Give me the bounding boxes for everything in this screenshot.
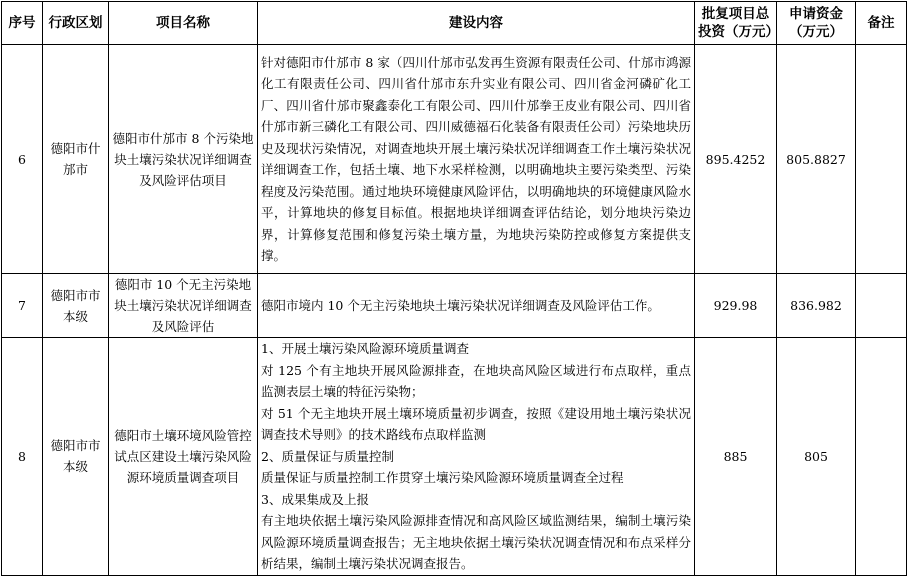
- content-line: 有主地块依据土壤污染风险源排查情况和高风险区域监测结果，编制土壤污染风险源环境质量调查报告；无主地块依据土壤污染状况调查情况和布点采样分析结果，编制土壤污染状况调查报告。: [261, 513, 691, 571]
- cell-region: 德阳市市本级: [43, 274, 109, 338]
- table-row: [2, 338, 907, 576]
- cell-funding: 836.982: [777, 274, 856, 338]
- cell-content: [258, 45, 695, 274]
- header-project: 项目名称: [109, 2, 258, 45]
- content-line: 针对德阳市什邡市 8 家（四川什邡市弘发再生资源有限责任公司、什邡市鸿源化工有限责任公司、四川省什邡市东升实业有限公司、四川省金河磷矿化工厂、四川省什邡市聚鑫泰化工有限公司、四川什邡拳王皮业有限公司、四川省什邡市新三磷化工有限公司、四川威德福石化装备有限责任公司）污染地块历史及现状污染情况，对调查地块开展土壤污染状况详细调查工作土壤污染状况详细调查工作，包括土壤、地下水采样检测，以明确地块主要污染类型、污染程度及污染范围。通过地块环境健康风险评估，以明确地块的环境健康风险水平，计算地块的修复目标值。根据地块详细调查评估结论，划分地块污染边界，计算修复范围和修复污染土壤方量，为地块污染防控或修复方案提供支撑。: [261, 54, 691, 263]
- cell-remarks: [856, 45, 907, 274]
- cell-funding: 805.8827: [777, 45, 856, 274]
- content-line: 3、成果集成及上报: [261, 491, 369, 507]
- header-investment: 批复项目总投资（万元）: [695, 2, 777, 45]
- cell-content: [258, 338, 695, 576]
- cell-funding: 805: [777, 338, 856, 576]
- cell-region: 德阳市什邡市: [43, 45, 109, 274]
- header-remarks: 备注: [856, 2, 907, 45]
- cell-content: [258, 274, 695, 338]
- cell-remarks: [856, 274, 907, 338]
- cell-investment: 929.98: [695, 274, 777, 338]
- cell-investment: 885: [695, 338, 777, 576]
- cell-project: 德阳市什邡市 8 个污染地块土壤污染状况详细调查及风险评估项目: [109, 45, 258, 274]
- cell-seq: 6: [2, 45, 43, 274]
- content-line: 质量保证与质量控制工作贯穿土壤污染风险源环境质量调查全过程: [261, 470, 624, 485]
- header-funding: 申请资金（万元）: [777, 2, 856, 45]
- project-table: [1, 1, 907, 576]
- table-row: [2, 45, 907, 274]
- table-row: [2, 274, 907, 338]
- content-line: 德阳市境内 10 个无主污染地块土壤污染状况详细调查及风险评估工作。: [261, 297, 660, 313]
- cell-region: 德阳市市本级: [43, 338, 109, 576]
- content-line: 对 125 个有主地块开展风险源排查，在地块高风险区域进行布点取样，重点监测表层土壤的特征污染物；: [261, 362, 691, 399]
- content-line: 对 51 个无主地块开展土壤环境质量初步调查，按照《建设用地土壤污染状况调查技术导则》的技术路线布点取样监测: [261, 405, 691, 442]
- header-row: [2, 2, 907, 45]
- cell-seq: 8: [2, 338, 43, 576]
- cell-project: 德阳市 10 个无主污染地块土壤污染状况详细调查及风险评估: [109, 274, 258, 338]
- header-seq: 序号: [2, 2, 43, 45]
- cell-project: 德阳市土壤环境风险管控试点区建设土壤污染风险源环境质量调查项目: [109, 338, 258, 576]
- header-content: 建设内容: [258, 2, 695, 45]
- cell-seq: 7: [2, 274, 43, 338]
- cell-remarks: [856, 338, 907, 576]
- header-region: 行政区划: [43, 2, 109, 45]
- content-line: 1、开展土壤污染风险源环境质量调查: [261, 341, 469, 356]
- content-line: 2、质量保证与质量控制: [261, 448, 394, 464]
- cell-investment: 895.4252: [695, 45, 777, 274]
